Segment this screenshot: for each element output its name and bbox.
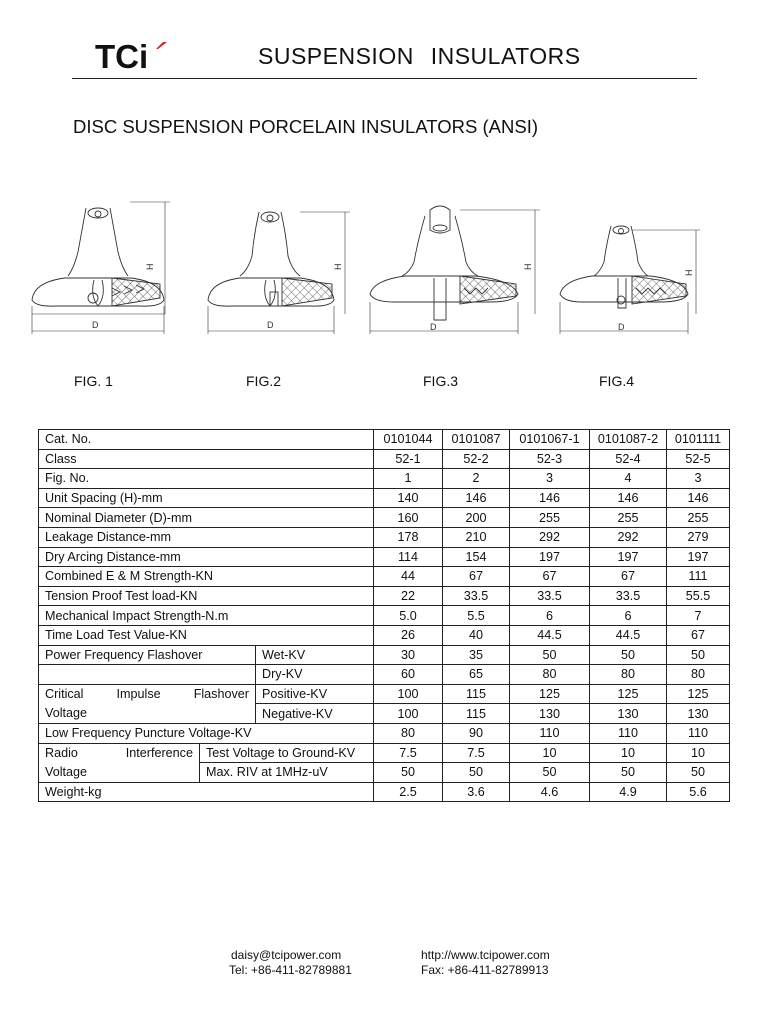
table-row-radio-riv — [39, 763, 730, 783]
table-cell: 22 — [374, 586, 443, 606]
table-cell: 146 — [443, 488, 510, 508]
table-cell: 100 — [374, 704, 443, 724]
table-cell: 33.5 — [443, 586, 510, 606]
table-cell: 5.5 — [443, 606, 510, 626]
table-cell: 1 — [374, 469, 443, 489]
figure-label-3: FIG.3 — [423, 373, 459, 389]
table-cell: 3 — [667, 469, 730, 489]
table-cell: 292 — [590, 527, 667, 547]
table-cell: 5.0 — [374, 606, 443, 626]
table-cell: 10 — [590, 743, 667, 763]
table-cell: 255 — [667, 508, 730, 528]
table-cell: 33.5 — [590, 586, 667, 606]
table-cell: 160 — [374, 508, 443, 528]
table-cell: 6 — [510, 606, 590, 626]
table-cell: 50 — [667, 645, 730, 665]
table-cell: 154 — [443, 547, 510, 567]
table-cell: 255 — [510, 508, 590, 528]
table-cell: 197 — [590, 547, 667, 567]
table-cell: 4.9 — [590, 782, 667, 802]
table-cell: 110 — [590, 723, 667, 743]
dim-label-h: H — [523, 263, 533, 270]
table-cell: 10 — [510, 743, 590, 763]
table-cell: 52-5 — [667, 449, 730, 469]
table-cell: 146 — [667, 488, 730, 508]
row-label: Mechanical Impact Strength-N.m — [39, 606, 374, 626]
table-row — [39, 469, 730, 489]
table-cell: 80 — [374, 723, 443, 743]
cat-no-cell: 0101044 — [374, 430, 443, 450]
table-cell: 2.5 — [374, 782, 443, 802]
sub-label: Negative-KV — [256, 704, 374, 724]
table-cell: 125 — [667, 684, 730, 704]
table-cell: 44.5 — [590, 625, 667, 645]
footer-email[interactable]: daisy@tcipower.com — [231, 948, 342, 962]
row-label: Weight-kg — [39, 782, 374, 802]
sub-label: Positive-KV — [256, 684, 374, 704]
insulator-figure-2 — [208, 212, 350, 334]
sub-label: Wet-KV — [256, 645, 374, 665]
footer-tel: Tel: +86-411-82789881 — [229, 963, 352, 977]
table-cell: 50 — [374, 763, 443, 783]
row-label: Cat. No. — [39, 430, 374, 450]
table-cell: 67 — [443, 567, 510, 587]
table-row — [39, 449, 730, 469]
row-label: Low Frequency Puncture Voltage-KV — [39, 723, 374, 743]
dim-label-d: D — [430, 322, 437, 332]
table-cell: 292 — [510, 527, 590, 547]
row-label: Time Load Test Value-KN — [39, 625, 374, 645]
row-label: Tension Proof Test load-KN — [39, 586, 374, 606]
table-cell: 50 — [667, 763, 730, 783]
sub-label: Dry-KV — [256, 665, 374, 685]
table-cell: 146 — [510, 488, 590, 508]
dim-label-d: D — [92, 320, 99, 330]
cat-no-cell: 0101111 — [667, 430, 730, 450]
table-row — [39, 606, 730, 626]
table-cell: 4 — [590, 469, 667, 489]
row-label: Leakage Distance-mm — [39, 527, 374, 547]
table-cell: 3 — [510, 469, 590, 489]
sub-label: Max. RIV at 1MHz-uV — [200, 763, 374, 783]
cat-no-cell: 0101067-1 — [510, 430, 590, 450]
table-cell: 50 — [510, 645, 590, 665]
table-cell: 60 — [374, 665, 443, 685]
table-cell: 67 — [667, 625, 730, 645]
row-label: Radio Interference — [39, 743, 200, 763]
cat-no-cell: 0101087-2 — [590, 430, 667, 450]
table-cell: 100 — [374, 684, 443, 704]
table-cell: 4.6 — [510, 782, 590, 802]
footer-fax: Fax: +86-411-82789913 — [421, 963, 549, 977]
table-cell: 7.5 — [443, 743, 510, 763]
table-cell: 26 — [374, 625, 443, 645]
table-cell: 210 — [443, 527, 510, 547]
table-cell: 44 — [374, 567, 443, 587]
table-cell: 6 — [590, 606, 667, 626]
table-cell: 50 — [590, 763, 667, 783]
row-label: Unit Spacing (H)-mm — [39, 488, 374, 508]
table-cell: 40 — [443, 625, 510, 645]
logo-text: TCi — [95, 38, 149, 75]
table-cell: 80 — [667, 665, 730, 685]
dim-label-h: H — [684, 269, 694, 276]
table-row-impulse-negative — [39, 704, 730, 724]
table-cell: 130 — [590, 704, 667, 724]
table-row-cat-no — [39, 430, 730, 450]
table-cell: 200 — [443, 508, 510, 528]
dim-label-d: D — [618, 322, 625, 332]
table-cell: 52-3 — [510, 449, 590, 469]
table-cell: 146 — [590, 488, 667, 508]
table-row — [39, 547, 730, 567]
table-row-impulse-positive — [39, 684, 730, 704]
table-cell: 50 — [590, 645, 667, 665]
table-cell: 130 — [667, 704, 730, 724]
table-cell: 197 — [510, 547, 590, 567]
table-row-power-freq-dry — [39, 665, 730, 685]
table-cell: 110 — [510, 723, 590, 743]
table-cell: 67 — [510, 567, 590, 587]
table-row-weight — [39, 782, 730, 802]
row-label-continued: Voltage — [39, 704, 256, 724]
table-cell: 130 — [510, 704, 590, 724]
table-cell: 3.6 — [443, 782, 510, 802]
table-cell: 125 — [510, 684, 590, 704]
row-label: Combined E & M Strength-KN — [39, 567, 374, 587]
figure-label-2: FIG.2 — [246, 373, 282, 389]
table-cell: 111 — [667, 567, 730, 587]
table-row — [39, 527, 730, 547]
table-cell: 115 — [443, 704, 510, 724]
insulator-figure-3 — [370, 206, 540, 334]
table-row — [39, 488, 730, 508]
figure-label-4: FIG.4 — [599, 373, 635, 389]
table-row-low-freq — [39, 723, 730, 743]
table-cell: 125 — [590, 684, 667, 704]
specification-table — [38, 429, 730, 802]
section-subtitle: DISC SUSPENSION PORCELAIN INSULATORS (ANSI) — [73, 116, 538, 137]
table-cell: 7.5 — [374, 743, 443, 763]
table-cell: 110 — [667, 723, 730, 743]
row-label: Critical Impulse Flashover — [39, 684, 256, 704]
footer-contact-right — [421, 948, 550, 978]
table-cell: 7 — [667, 606, 730, 626]
table-cell: 279 — [667, 527, 730, 547]
table-cell: 67 — [590, 567, 667, 587]
table-cell: 115 — [443, 684, 510, 704]
table-cell: 55.5 — [667, 586, 730, 606]
table-cell: 35 — [443, 645, 510, 665]
table-cell: 197 — [667, 547, 730, 567]
table-cell: 10 — [667, 743, 730, 763]
cat-no-cell: 0101087 — [443, 430, 510, 450]
table-row — [39, 586, 730, 606]
company-logo — [95, 38, 148, 76]
table-cell: 52-2 — [443, 449, 510, 469]
dim-label-h: H — [333, 263, 343, 270]
table-cell: 140 — [374, 488, 443, 508]
table-cell: 44.5 — [510, 625, 590, 645]
footer-contact-left — [229, 948, 352, 978]
table-cell: 50 — [510, 763, 590, 783]
table-cell: 65 — [443, 665, 510, 685]
table-cell: 52-4 — [590, 449, 667, 469]
table-cell: 33.5 — [510, 586, 590, 606]
table-cell: 2 — [443, 469, 510, 489]
table-cell: 50 — [443, 763, 510, 783]
table-row — [39, 625, 730, 645]
sub-label: Test Voltage to Ground-KV — [200, 743, 374, 763]
table-cell: 178 — [374, 527, 443, 547]
table-row — [39, 567, 730, 587]
dim-label-h: H — [145, 263, 155, 270]
figure-label-1: FIG. 1 — [74, 373, 113, 389]
table-cell: 5.6 — [667, 782, 730, 802]
row-label-continued: Voltage — [39, 763, 200, 783]
page-title: SUSPENSION INSULATORS — [258, 43, 581, 69]
insulator-figure-4 — [560, 226, 700, 334]
row-label: Power Frequency Flashover — [39, 645, 256, 665]
row-label: Fig. No. — [39, 469, 374, 489]
dim-label-d: D — [267, 320, 274, 330]
table-cell: 80 — [590, 665, 667, 685]
row-label-continued — [39, 665, 256, 685]
row-label: Dry Arcing Distance-mm — [39, 547, 374, 567]
footer-url[interactable]: http://www.tcipower.com — [421, 948, 550, 962]
header-divider — [72, 78, 697, 79]
row-label: Nominal Diameter (D)-mm — [39, 508, 374, 528]
table-row-radio-test — [39, 743, 730, 763]
lightning-icon — [154, 36, 170, 50]
table-row — [39, 508, 730, 528]
table-row-power-freq-wet — [39, 645, 730, 665]
insulator-figures — [20, 190, 740, 350]
table-cell: 114 — [374, 547, 443, 567]
table-cell: 90 — [443, 723, 510, 743]
table-cell: 30 — [374, 645, 443, 665]
table-cell: 80 — [510, 665, 590, 685]
table-cell: 52-1 — [374, 449, 443, 469]
row-label: Class — [39, 449, 374, 469]
table-cell: 255 — [590, 508, 667, 528]
